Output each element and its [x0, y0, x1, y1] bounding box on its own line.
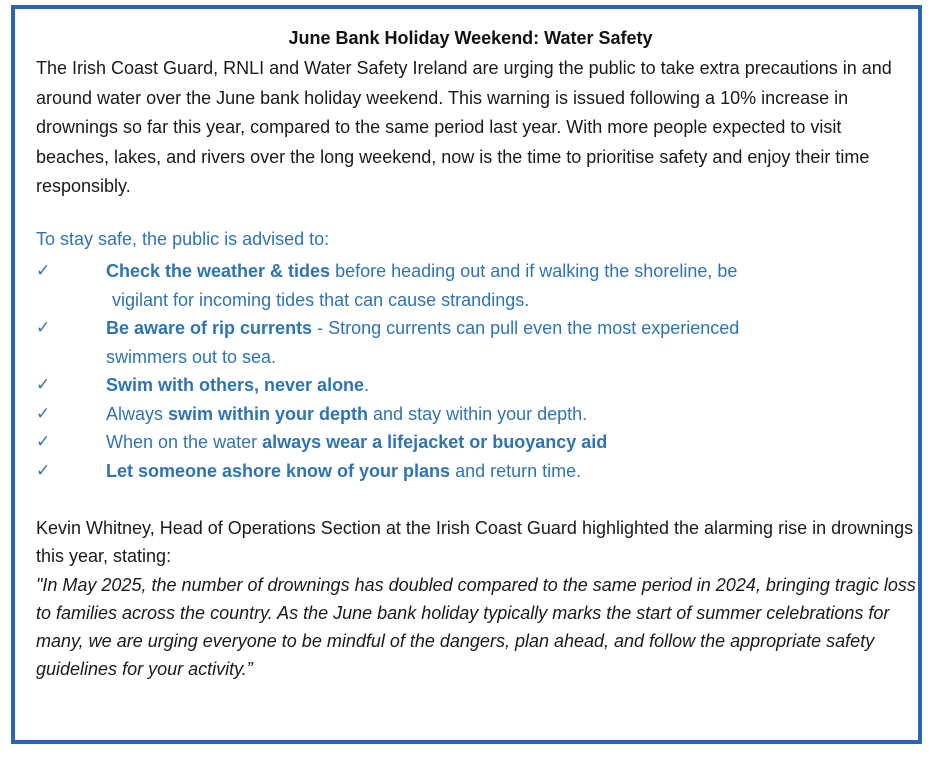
advice-heading: To stay safe, the public is advised to:: [36, 229, 330, 249]
list-item: [36, 257, 896, 314]
tip-post: .: [364, 375, 370, 395]
tip-post: and stay within your depth.: [368, 403, 588, 424]
tip-bold: Check the weather & tides: [106, 261, 331, 281]
tip-bold: Swim with others, never alone: [106, 375, 365, 395]
tip-post: before heading out and if walking the shoreline, be: [330, 261, 738, 281]
intro-paragraph: The Irish Coast Guard, RNLI and Water Safety Ireland are urging the public to take extra precautions in and around water over the June bank holiday weekend. This warning is issued following a 10% increase in drownings so far this year, compared to the same period last year. With more people expected to visit beaches, lakes, and rivers over the long weekend, now is the time to prioritise safety and enjoy their time responsibly.: [36, 58, 892, 196]
safety-tips-list: [36, 257, 896, 485]
list-item: [36, 400, 896, 429]
quote-paragraph: "In May 2025, the number of drownings has doubled compared to the same period in 2024, bringing tragic loss to families across the country. As the June bank holiday typically marks the start of summer celebrations for many, we are urging everyone to be mindful of the dangers, plan ahead, and follow the appropriate safety guidelines for your activity.”: [36, 575, 916, 679]
notice-title: June Bank Holiday Weekend: Water Safety: [288, 28, 653, 48]
checkmark-icon: ✓: [36, 460, 51, 480]
checkmark-icon: ✓: [36, 375, 51, 394]
tip-bold: swim within your depth: [168, 403, 369, 424]
notice-box: [11, 5, 922, 744]
tip-post: and return time.: [450, 460, 582, 481]
tip-pre: When on the water: [106, 432, 263, 452]
list-item: [36, 314, 896, 371]
tip-continuation: vigilant for incoming tides that can cause strandings.: [112, 289, 530, 310]
list-item: [36, 457, 896, 486]
checkmark-icon: ✓: [36, 318, 51, 337]
checkmark-icon: ✓: [36, 261, 51, 280]
tip-pre: Always: [106, 403, 169, 424]
checkmark-icon: ✓: [36, 432, 51, 451]
tip-bold: Let someone ashore know of your plans: [106, 460, 451, 481]
attribution-paragraph: Kevin Whitney, Head of Operations Section at the Irish Coast Guard highlighted the alarming rise in drownings this year, stating:: [36, 518, 914, 566]
list-item: [36, 428, 896, 457]
checkmark-icon: ✓: [36, 403, 51, 423]
tip-bold: always wear a lifejacket or buoyancy aid: [262, 432, 608, 452]
tip-bold: Be aware of rip currents: [106, 318, 313, 338]
list-item: [36, 371, 896, 400]
tip-post: - Strong currents can pull even the most experienced: [312, 318, 740, 338]
tip-continuation: swimmers out to sea.: [106, 346, 277, 367]
